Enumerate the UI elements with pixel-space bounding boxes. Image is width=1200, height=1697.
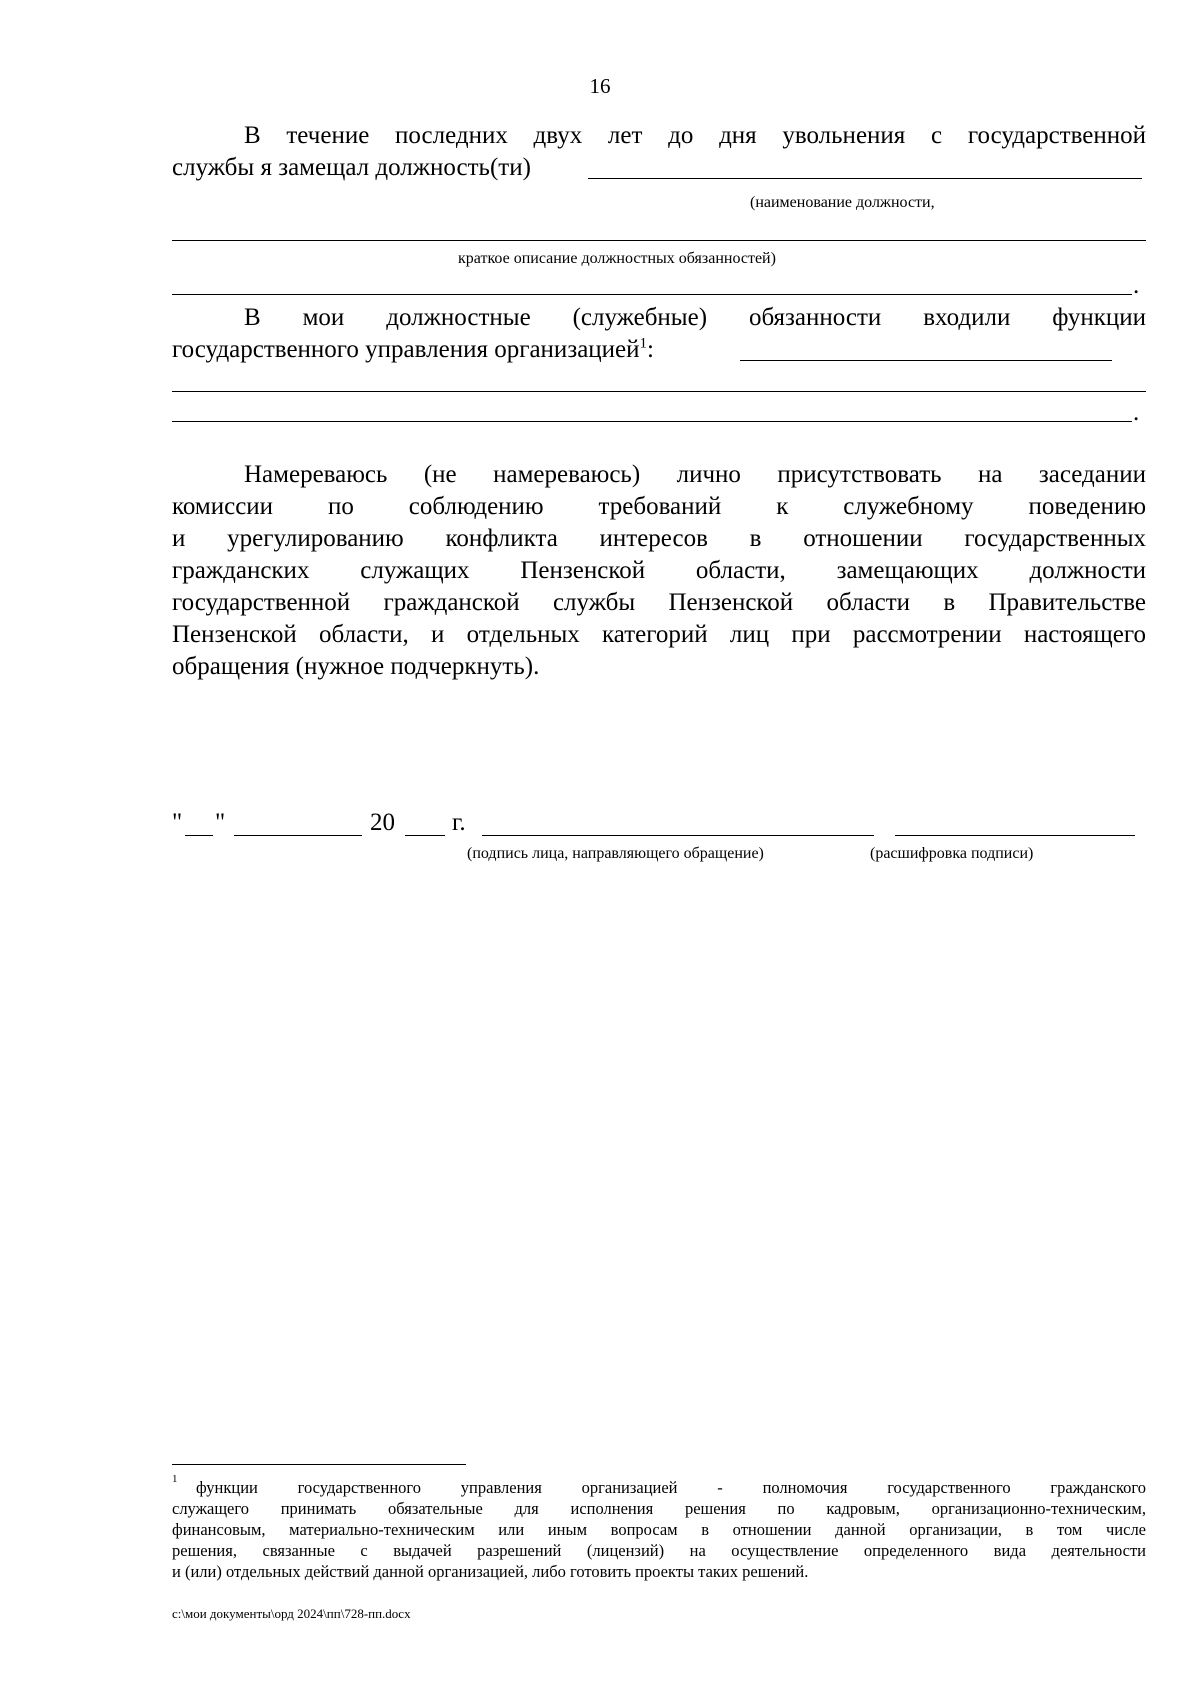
signature-blank: [482, 835, 874, 836]
date-quote-open: ": [172, 809, 183, 836]
footnote-line-5: и (или) отдельных действий данной организацией, либо готовить проекты таких решений.: [172, 1562, 809, 1581]
position-blank-line: [588, 178, 1142, 179]
footnote-line-3: финансовым, материально-техническим или иным вопросам в отношении данной организации, в том числе: [172, 1520, 1146, 1539]
footnote-line-4: решения, связанные с выдачей разрешений (лицензий) на осуществление определенного вида деятельности: [172, 1541, 1146, 1560]
functions-blank-line-3: [172, 421, 1132, 422]
paragraph-3-line-2: комиссии по соблюдению требований к служебному поведению: [172, 493, 1146, 520]
month-blank: [234, 835, 362, 836]
footnote-line-1: функции государственного управления организацией - полномочия государственного гражданского: [196, 1478, 1146, 1497]
paragraph-3-line-7: обращения (нужное подчеркнуть).: [172, 653, 540, 680]
caption-position-name: (наименование должности,: [750, 194, 935, 211]
year-prefix: 20: [370, 809, 395, 836]
caption-duties: краткое описание должностных обязанностей): [458, 250, 776, 267]
year-blank: [405, 835, 445, 836]
paragraph-2-line-2: [172, 334, 654, 366]
paragraph-3-line-1: Намереваюсь (не намереваюсь) лично присутствовать на заседании: [244, 461, 1146, 488]
end-dot-2: .: [1133, 399, 1140, 426]
functions-blank-line: [740, 360, 1112, 361]
footnote-marker: 1: [172, 1473, 178, 1485]
paragraph-1-line-1: В течение последних двух лет до дня увольнения с государственной: [244, 122, 1146, 149]
paragraph-2-line-1: В мои должностные (служебные) обязанности входили функции: [244, 304, 1146, 331]
paragraph-1-line-2: службы я замещал должность(ти): [172, 154, 531, 181]
date-quote-close: ": [215, 809, 226, 836]
day-blank: [185, 835, 213, 836]
paragraph-2-text: государственного управления организацией: [172, 336, 640, 363]
paragraph-3-line-6: Пензенской области, и отдельных категорий лиц при рассмотрении настоящего: [172, 621, 1146, 648]
paragraph-3-line-5: государственной гражданской службы Пензенской области в Правительстве: [172, 589, 1146, 616]
signature-decoding-blank: [895, 835, 1135, 836]
duties-blank-line-2: [172, 294, 1132, 295]
paragraph-3-line-3: и урегулированию конфликта интересов в отношении государственных: [172, 525, 1146, 552]
file-path: c:\мои документы\орд 2024\пп\728-пп.docx: [172, 1606, 411, 1621]
caption-signature: (подпись лица, направляющего обращение): [467, 845, 764, 862]
colon: :: [647, 336, 654, 363]
footnote-separator: [172, 1464, 466, 1465]
page-number: 16: [589, 74, 611, 98]
year-suffix: г.: [452, 809, 466, 836]
footnote-reference: 1: [639, 335, 648, 352]
caption-decoding: (расшифровка подписи): [870, 845, 1034, 862]
footnote-line-2: служащего принимать обязательные для исполнения решения по кадровым, организационно-техническим,: [172, 1499, 1146, 1518]
functions-blank-line-2: [172, 391, 1146, 392]
duties-blank-line: [172, 240, 1146, 241]
paragraph-3-line-4: гражданских служащих Пензенской области, замещающих должности: [172, 557, 1146, 584]
end-dot: .: [1133, 272, 1140, 299]
